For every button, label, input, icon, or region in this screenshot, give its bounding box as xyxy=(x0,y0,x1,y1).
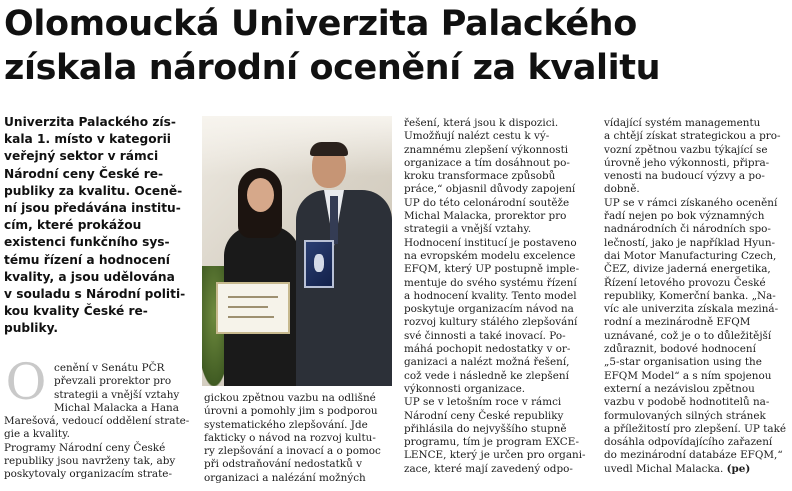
body-line: mentuje do svého systému řízení xyxy=(404,276,577,289)
award-photo xyxy=(202,116,392,386)
body-line: dobně. xyxy=(604,183,640,196)
body-line: a příležitostí pro zlepšení. UP také xyxy=(604,422,787,435)
lead-line: kou kvality České re- xyxy=(4,304,148,319)
certificate-line xyxy=(228,306,268,308)
trophy-figure xyxy=(314,254,324,272)
body-line: své činnosti a také inovací. Po- xyxy=(404,329,566,342)
body-line-last xyxy=(604,463,790,476)
body-line: zace, které mají zavedený odpo- xyxy=(404,462,573,475)
body-line: výkonnosti organizace. xyxy=(404,382,526,395)
lead-line: ní jsou předávána institu- xyxy=(4,201,181,216)
body-line: Řízení letového provozu České xyxy=(604,276,766,289)
lead-line: v souladu s Národní politi- xyxy=(4,287,186,302)
body-line: zdůraznit, bodové hodnocení xyxy=(604,343,756,356)
lead-line: veřejný sektor v rámci xyxy=(4,149,159,164)
body-line: cenění v Senátu PČR xyxy=(54,362,165,374)
body-line: uznávané, což je o to důležitější xyxy=(604,329,772,342)
body-line: programu, tím je program EXCE- xyxy=(404,436,580,449)
body-line: Michal Malacka, prorektor pro xyxy=(404,210,567,223)
photo-man-tie xyxy=(330,196,338,244)
lead-line: Univerzita Palackého zís- xyxy=(4,115,176,129)
column-1 xyxy=(4,353,196,482)
body-line: Umožňují nalézt cestu k vý- xyxy=(404,130,550,143)
body-line: ČEZ, divize jaderná energetika, xyxy=(604,263,771,276)
body-line: systematického zlepšování. Jde xyxy=(204,418,368,431)
body-line: lečností, jako je například Hyun- xyxy=(604,236,776,249)
body-line: při odstraňování nedostatků v xyxy=(204,458,362,471)
drop-cap: O xyxy=(5,353,47,411)
body-line: na evropském modelu excelence xyxy=(404,249,576,262)
author-signature: (pe) xyxy=(726,462,751,475)
photo-man-hair xyxy=(310,142,348,156)
body-line: máhá pochopit nedostatky v or- xyxy=(404,343,571,356)
body-line: formulovaných silných stránek xyxy=(604,409,766,422)
body-line: poskytovaly organizacím strate- xyxy=(4,468,172,481)
column-4 xyxy=(604,117,790,476)
lead-line: Národní ceny České re- xyxy=(4,166,164,181)
body-line: „5-star organisation using the xyxy=(604,356,762,369)
lead-paragraph xyxy=(4,114,196,338)
body-line: organizaci a nalézání možných xyxy=(204,471,366,484)
body-line: EFQM Model“ a s ním spojenou xyxy=(604,369,772,382)
body-line: Hodnocení institucí je postaveno xyxy=(404,236,577,249)
lead-line: existenci funkčního sys- xyxy=(4,235,170,250)
body-line: fakticky o návod na rozvoj kultu- xyxy=(204,431,376,444)
body-line: vídající systém managementu xyxy=(604,117,761,129)
body-line: úrovně jeho výkonnosti, připra- xyxy=(604,156,770,169)
body-line: externí a nezávislou zpětnou xyxy=(604,382,755,395)
photo-trophy xyxy=(304,240,334,288)
body-line: Michal Malacka a Hana xyxy=(54,401,179,414)
column-3 xyxy=(404,117,592,476)
body-line: strategii a vnější vztahy xyxy=(54,388,180,401)
certificate-line xyxy=(228,296,278,298)
lead-line: publiky. xyxy=(4,321,59,336)
body-line: vozní zpětnou vazbu týkající se xyxy=(604,143,768,156)
photo-woman-face xyxy=(247,178,274,212)
body-line: kroku transformace způsobů xyxy=(404,170,556,183)
body-line: vazbu v podobě hodnotitelů na- xyxy=(604,396,770,409)
lead-line: tému řízení a hodnocení xyxy=(4,252,170,267)
body-line: EFQM, který UP postupně imple- xyxy=(404,263,580,276)
lead-line: kvality, a jsou udělována xyxy=(4,269,175,284)
body-line: do mezinárodní databáze EFQM,“ xyxy=(604,449,783,462)
body-line: UP se v rámci získaného ocenění xyxy=(604,196,778,209)
body-line: znamnému zlepšení výkonnosti xyxy=(404,143,569,156)
body-line: Programy Národní ceny České xyxy=(4,441,166,454)
body-line: ry zlepšování a inovací a o pomoc xyxy=(204,445,381,458)
body-line: řadí nejen po bok významných xyxy=(604,210,765,223)
body-line: nadnárodních či národních spo- xyxy=(604,223,771,236)
body-line: úrovni a pomohly jim s podporou xyxy=(204,405,378,418)
body-line: a hodnocení kvality. Tento model xyxy=(404,289,577,302)
photo-certificate xyxy=(216,282,290,334)
lead-line: publiky za kvalitu. Oceně- xyxy=(4,183,183,198)
body-line: ganizaci a nalézt možná řešení, xyxy=(404,356,570,369)
headline-line-2: získala národní ocenění za kvalitu xyxy=(4,48,661,88)
lead-line: kala 1. místo v kategorii xyxy=(4,132,171,147)
body-line: republiky jsou navrženy tak, aby xyxy=(4,455,176,468)
body-line: republiky, Komerční banka. „Na- xyxy=(604,289,776,302)
body-line: přihlásila do nejvyššího stupně xyxy=(404,422,567,435)
column-2 xyxy=(204,392,394,485)
body-line: práce,“ objasnil důvody zapojení xyxy=(404,183,576,196)
body-line: uvedl Michal Malacka. xyxy=(604,462,724,475)
photo-man xyxy=(296,190,392,386)
body-line: venosti na budoucí výzvy a po- xyxy=(604,170,765,183)
body-line: UP se v letošním roce v rámci xyxy=(404,396,562,409)
body-line: rodní a mezinárodně EFQM xyxy=(604,316,751,329)
body-line: poskytuje organizacím návod na xyxy=(404,303,574,316)
body-line: LENCE, který je určen pro organi- xyxy=(404,449,586,462)
body-line: dosáhla odpovídajícího zařazení xyxy=(604,436,773,449)
certificate-line xyxy=(228,316,274,318)
body-line: rozvoj kultury stálého zlepšování xyxy=(404,316,578,329)
body-line: Marešová, vedoucí oddělení strate- xyxy=(4,415,190,428)
body-line: dai Motor Manufacturing Czech, xyxy=(604,249,777,262)
body-line: víc ale univerzita získala meziná- xyxy=(604,303,779,316)
lead-line: cím, které prokážou xyxy=(4,218,142,233)
body-line: což vede i následně ke zlepšení xyxy=(404,369,569,382)
body-line: Národní ceny České republiky xyxy=(404,409,564,422)
body-line: strategii a vnější vztahy. xyxy=(404,223,532,236)
body-line: organizace a tím dosáhnout po- xyxy=(404,156,570,169)
body-line: řešení, která jsou k dispozici. xyxy=(404,117,559,129)
photo-backdrop xyxy=(202,116,392,176)
headline xyxy=(4,2,790,90)
body-line: gickou zpětnou vazbu na odlišné xyxy=(204,392,376,404)
body-line: a chtějí získat strategickou a pro- xyxy=(604,130,781,143)
headline-line-1: Olomoucká Univerzita Palackého xyxy=(4,4,637,44)
body-line: gie a kvality. xyxy=(4,428,70,441)
body-line: UP do této celonárodní soutěže xyxy=(404,196,570,209)
body-line: převzali prorektor pro xyxy=(54,375,172,388)
